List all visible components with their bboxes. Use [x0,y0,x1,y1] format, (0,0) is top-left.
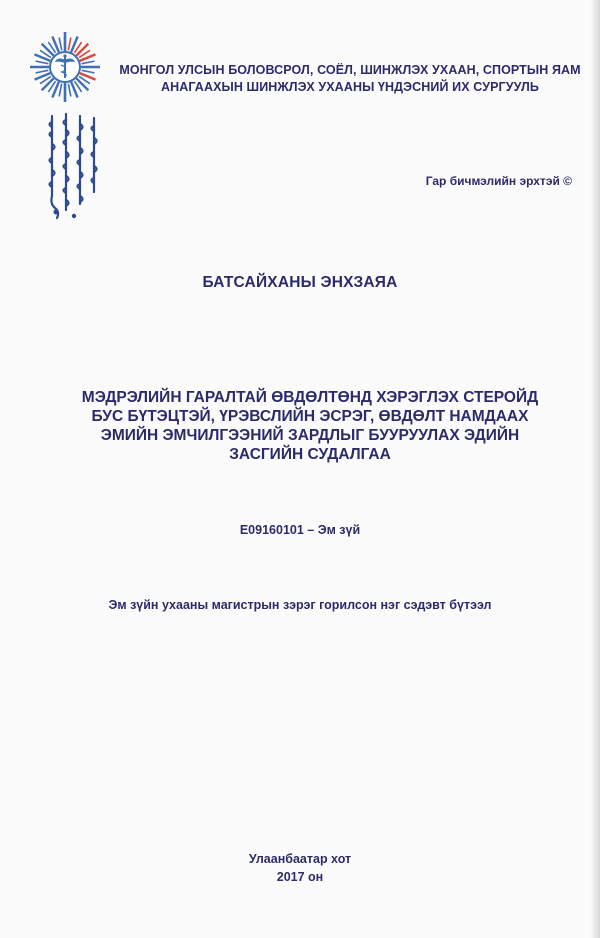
university-name: АНАГААХЫН ШИНЖЛЭХ УХААНЫ ҮНДЭСНИЙ ИХ СУРГУУЛЬ [161,80,539,94]
copyright-notice: Гар бичмэлийн эрхтэй © [425,174,572,188]
specialty-code: E09160101 – Эм зүй [239,523,361,537]
university-emblem-icon [28,30,102,104]
thesis-title-line: ЗАСГИЙН СУДАЛГАА [229,446,391,463]
place-and-year [0,850,600,886]
thesis-title [40,388,580,464]
author-name: БАТСАЙХАНЫ ЭНХЗАЯА [202,274,398,291]
year-label: 2017 он [276,870,324,884]
city-name: Улаанбаатар хот [248,852,352,866]
institution-header [112,62,588,96]
thesis-title-line: ЭМИЙН ЭМЧИЛГЭЭНИЙ ЗАРДЛЫГ БУУРУУЛАХ ЭДИЙН [100,427,520,444]
thesis-title-line: МЭДРЭЛИЙН ГАРАЛТАЙ ӨВДӨЛТӨНД ХЭРЭГЛЭХ СТЕРОЙД [81,389,539,406]
mongolian-script-name [44,112,100,222]
page-edge-shadow [590,0,600,938]
ministry-name: МОНГОЛ УЛСЫН БОЛОВСРОЛ, СОЁЛ, ШИНЖЛЭХ УХААН, СПОРТЫН ЯАМ [119,63,581,77]
degree-statement: Эм зүйн ухааны магистрын зэрэг горилсон нэг сэдэвт бүтээл [108,598,492,612]
thesis-title-line: БУС БҮТЭЦТЭЙ, ҮРЭВСЛИЙН ЭСРЭГ, ӨВДӨЛТ НАМДААХ [91,408,529,425]
